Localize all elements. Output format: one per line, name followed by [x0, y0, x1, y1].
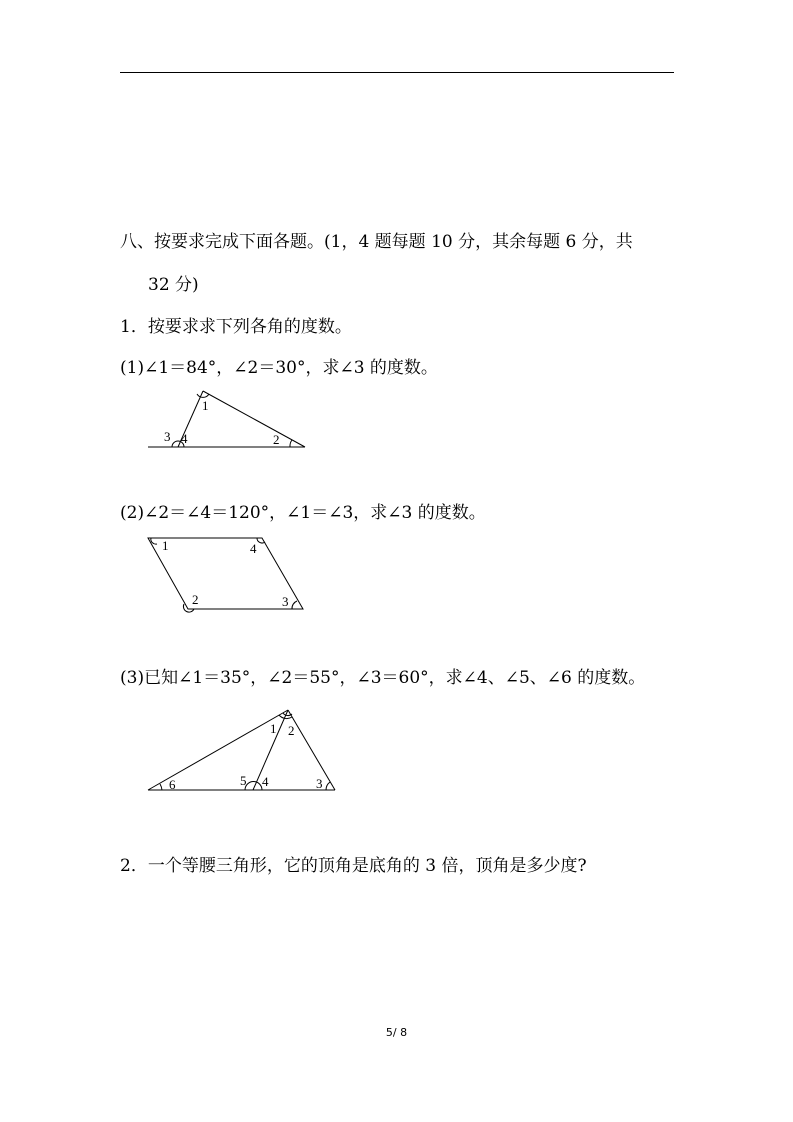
section-heading-cont: 32 分)	[148, 275, 199, 295]
figure-triangle-2	[140, 702, 340, 797]
header-rule	[120, 72, 674, 73]
angle-arc	[151, 538, 157, 544]
figure-triangle-1	[140, 385, 315, 455]
question-1-title: 1．按要求求下列各角的度数。	[120, 317, 352, 337]
angle-label-2: 2	[192, 592, 199, 607]
angle-label-4: 4	[250, 541, 257, 556]
angle-label-3: 3	[316, 776, 323, 791]
angle-label-2: 2	[273, 432, 280, 447]
angle-label-1: 1	[270, 721, 277, 736]
angle-arc	[197, 394, 209, 397]
angle-arc	[292, 601, 297, 609]
section-heading: 八、按要求完成下面各题。(1，4 题每题 10 分，其余每题 6 分，共	[120, 232, 633, 252]
angle-label-5: 5	[240, 773, 247, 788]
question-2: 2．一个等腰三角形，它的顶角是底角的 3 倍，顶角是多少度?	[120, 856, 587, 876]
page-number: 5/ 8	[385, 1026, 408, 1039]
question-1-part-2: (2)∠2＝∠4＝120°，∠1＝∠3，求∠3 的度数。	[120, 503, 486, 523]
angle-label-3: 3	[282, 594, 289, 609]
angle-label-3: 3	[164, 429, 171, 444]
angle-label-4: 4	[262, 774, 269, 789]
angle-arc	[160, 784, 162, 790]
angle-label-6: 6	[169, 777, 176, 792]
question-1-part-3: (3)已知∠1＝35°，∠2＝55°，∠3＝60°，求∠4、∠5、∠6 的度数。	[120, 668, 646, 688]
angle-arc	[326, 782, 330, 790]
angle-label-4: 4	[181, 431, 188, 446]
angle-arc	[290, 440, 292, 447]
figure-parallelogram	[140, 532, 310, 617]
question-1-part-1: (1)∠1＝84°，∠2＝30°，求∠3 的度数。	[120, 358, 438, 378]
angle-label-2: 2	[288, 723, 295, 738]
angle-label-1: 1	[202, 398, 209, 413]
angle-label-1: 1	[162, 538, 169, 553]
